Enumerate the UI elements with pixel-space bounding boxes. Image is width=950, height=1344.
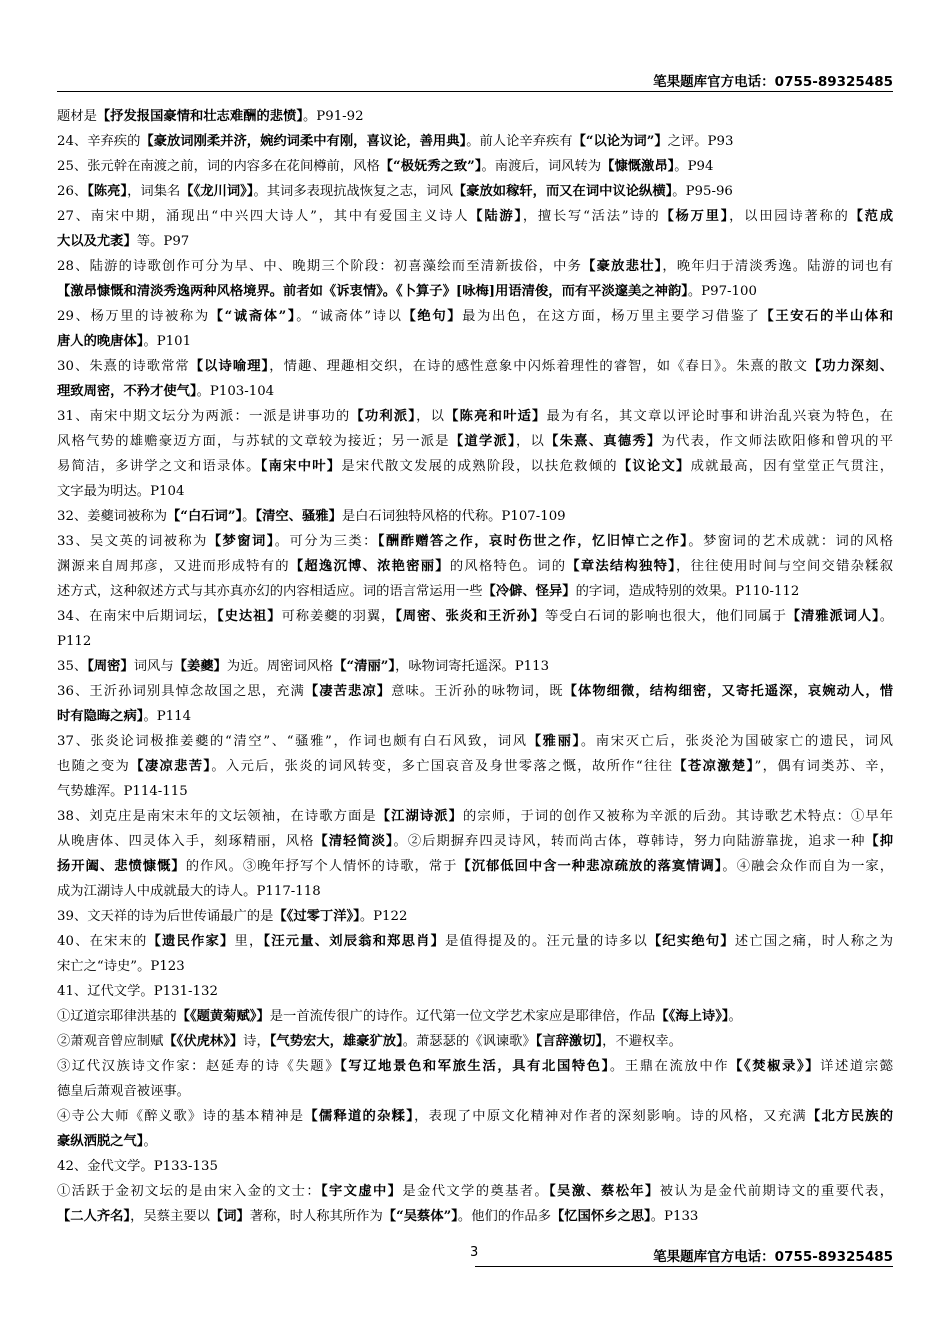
text-run: 是宋代散文发展的成熟阶段，以扶危救倾的	[341, 459, 618, 474]
text-run: 的宗师，于词的创作又被称为辛派的后劲。其诗歌艺术特点：①早年	[462, 809, 894, 824]
text-run: ，情趣、理趣相交织，在诗的感性意象中闪烁着理性的睿智，如《春日》。朱熹的散文	[269, 359, 808, 374]
bold-answer: 唐人的晚唐体】	[57, 334, 144, 349]
bold-answer: 【雅丽】	[527, 734, 581, 749]
text-run: 为代表，作文师法欧阳修和曾巩的平	[661, 434, 894, 449]
text-run: 详述道宗懿	[820, 1059, 894, 1074]
header-phone: 笔果题库官方电话：0755-89325485	[653, 74, 893, 90]
text-run: ，咏物词寄托遥深。P113	[395, 659, 550, 674]
text-run: ，表现了中原文化精神对作者的深刻影响。诗的风格，又充满	[414, 1109, 807, 1124]
text-run: 36、王沂孙词别具悼念故国之思，充满	[57, 684, 305, 699]
footer-rule	[475, 1266, 893, 1267]
text-run: 的风格特色。词的	[449, 559, 567, 574]
text-run: 。	[143, 1134, 157, 1149]
text-line	[57, 379, 893, 404]
text-run: 是金代文学的奠基者。	[402, 1184, 550, 1199]
text-line	[57, 1004, 893, 1029]
bold-answer: 【功力深刻、	[807, 359, 894, 374]
text-run: 述亡国之痛，时人称之为	[734, 934, 894, 949]
text-run: 最为有名，其文章以评论时事和讲治乱兴衰为特色，在	[546, 409, 894, 424]
bold-answer: 【气势宏大，雄豪犷放】	[269, 1034, 403, 1049]
bold-answer: 【陈亮】	[87, 184, 128, 199]
text-run: 。王鼎在流放中作	[609, 1059, 730, 1074]
text-line	[57, 504, 893, 529]
text-line	[57, 654, 893, 679]
footer-phone: 笔果题库官方电话：0755-89325485	[653, 1249, 893, 1265]
text-run: 。其词多表现抗战恢复之志，词风	[253, 184, 453, 199]
text-line	[57, 204, 893, 229]
bold-answer: 【绝句】	[402, 309, 463, 324]
text-line	[57, 979, 893, 1004]
text-run: 诗，	[243, 1034, 270, 1049]
text-line	[57, 904, 893, 929]
text-run: 题材是	[57, 109, 97, 124]
text-run: ，擅长写“活法”诗的	[522, 209, 661, 224]
text-line	[57, 129, 893, 154]
text-line	[57, 554, 893, 579]
text-run: 38、刘克庄是南宋末年的文坛领袖，在诗歌方面是	[57, 809, 377, 824]
bold-answer: 大以及尤袤】	[57, 234, 137, 249]
bold-answer: 【道学派】	[449, 434, 516, 449]
text-run: 意味。王沂孙的咏物词，既	[391, 684, 564, 699]
text-run: 。萧瑟瑟的《讽谏歌》	[402, 1034, 536, 1049]
text-run: ，往往使用时间与空间交错杂糅叙	[676, 559, 894, 574]
text-run: 。P101	[143, 334, 192, 349]
bold-answer: 【慷慨激昂】	[601, 159, 675, 174]
text-run: ”，偶有词类苏、辛，	[754, 759, 894, 774]
text-line	[57, 454, 893, 479]
text-run: 成为江湖诗人中成就最大的诗人。P117-118	[57, 884, 321, 899]
text-run: ，吴蔡主要以	[130, 1209, 210, 1224]
text-line	[57, 179, 893, 204]
bold-answer: 【凄凉悲苦】	[130, 759, 212, 774]
text-run: 从晚唐体、四灵体入手，刻琢精丽，风格	[57, 834, 315, 849]
text-line	[57, 829, 893, 854]
header-rule	[57, 91, 893, 92]
bold-answer: 【酬酢赠答之作，哀时伤世之作，忆旧悼亡之作】	[377, 534, 689, 549]
text-run: ，以	[416, 409, 446, 424]
text-run: 。④融会众作而自为一家，	[722, 859, 894, 874]
text-run: 26、	[57, 184, 88, 199]
text-run: 易简洁，多讲学之文和语录体。	[57, 459, 261, 474]
bold-answer: 【以诗喻理】	[189, 359, 270, 374]
text-line	[57, 1029, 893, 1054]
text-run: 。P133	[650, 1209, 699, 1224]
text-run: ①活跃于金初文坛的是由宋入金的文士：	[57, 1184, 321, 1199]
text-run: 29、杨万里的诗被称为	[57, 309, 210, 324]
bold-answer: 【《题黄菊赋》】	[176, 1009, 270, 1024]
text-run: ，不避权幸。	[602, 1034, 682, 1049]
text-run: 等。P97	[136, 234, 190, 249]
text-run: 33、吴文英的词被称为	[57, 534, 208, 549]
bold-answer: 【抑	[865, 834, 894, 849]
bold-answer: 【北方民族的	[806, 1109, 894, 1124]
text-line	[57, 279, 893, 304]
bold-answer: 【抒发报国豪情和壮志难酬的悲愤】	[96, 109, 303, 124]
bold-answer: 豪纵洒脱之气】	[57, 1134, 144, 1149]
bold-answer: 【豪放词刚柔并济，婉约词柔中有刚，喜议论，善用典】	[140, 134, 467, 149]
text-line	[57, 229, 893, 254]
bold-answer: 理致周密，不矜才使气】	[57, 384, 197, 399]
bold-answer: 【清空、骚雅】	[255, 509, 342, 524]
text-line	[57, 1154, 893, 1179]
text-run: 述方式，这种叙述方式与其亦真亦幻的内容相适应。词的语言常运用一些	[57, 584, 483, 599]
text-run: 32、姜夔词被称为	[57, 509, 167, 524]
text-run: 等受白石词的影响也很大，他们同属于	[545, 609, 787, 624]
text-line	[57, 954, 893, 979]
text-run: 。P97-100	[687, 284, 757, 299]
text-line	[57, 329, 893, 354]
bold-answer: 扬开阖、悲愤慷慨】	[57, 859, 186, 874]
text-run: 41、辽代文学。P131-132	[57, 984, 218, 999]
text-run: 气势雄浑。P114-115	[57, 784, 188, 799]
bold-answer: 【豪放如稼轩，而又在词中议论纵横】	[452, 184, 673, 199]
bold-answer: 【遗民作家】	[147, 934, 235, 949]
text-run: 是白石词独特风格的代称。P107-109	[341, 509, 566, 524]
text-run: 。南宋灭亡后，张炎沦为国破家亡的遗民，词风	[580, 734, 893, 749]
bold-answer: 【清轻简淡】	[314, 834, 394, 849]
text-run: 词风与	[133, 659, 174, 674]
text-run: 。可分为三类：	[274, 534, 378, 549]
text-line	[57, 404, 893, 429]
bold-answer: 【汪元量、刘辰翁和郑思肖】	[263, 934, 446, 949]
text-run: ②萧观音曾应制赋	[57, 1034, 164, 1049]
bold-answer: 【言辞激切】	[535, 1034, 603, 1049]
bold-answer: 【纪实绝句】	[647, 934, 735, 949]
text-run: 德皇后萧观音被诬事。	[57, 1084, 190, 1099]
bold-answer: 【写辽地景色和军旅生活，具有北国特色】	[340, 1059, 610, 1074]
text-run: 。梦窗词的艺术成就：词的风格	[688, 534, 894, 549]
bold-answer: 【“清丽”】	[333, 659, 396, 674]
text-run: 。前人论辛弃疾有	[466, 134, 573, 149]
text-run: 。“诚斋体”诗以	[296, 309, 403, 324]
bold-answer: 【《焚椒录》】	[729, 1059, 821, 1074]
text-run: 28、陆游的诗歌创作可分为早、中、晚期三个阶段：初喜藻绘而至清新拔俗，中务	[57, 259, 583, 274]
text-line	[57, 1179, 893, 1204]
bold-answer: 【清雅派词人】	[786, 609, 880, 624]
text-line	[57, 854, 893, 879]
text-run: 。南渡后，词风转为	[481, 159, 602, 174]
text-run: 的作风。③晚年抒写个人情怀的诗歌，常于	[185, 859, 458, 874]
text-run: ，词集名	[127, 184, 181, 199]
text-run: 成就最高，因有堂堂正气贯注，	[690, 459, 894, 474]
bold-answer: 【南宋中叶】	[260, 459, 342, 474]
text-run: 。	[728, 1009, 742, 1024]
bold-answer: 【凄苦悲凉】	[304, 684, 392, 699]
text-run: 也随之变为	[57, 759, 131, 774]
bold-answer: 【陆游】	[469, 209, 523, 224]
bold-answer: 【“诚斋体”】	[209, 309, 297, 324]
text-line	[57, 479, 893, 504]
bold-answer: 【陈亮和叶适】	[445, 409, 547, 424]
bold-answer: 【《过零丁洋》】	[273, 909, 360, 924]
bold-answer: 【章法结构独特】	[566, 559, 677, 574]
bold-answer: 【体物细微，结构细密，又寄托遥深，哀婉动人，惜	[563, 684, 894, 699]
text-line	[57, 1204, 893, 1229]
bold-answer: 【功利派】	[350, 409, 417, 424]
bold-answer: 【江湖诗派】	[376, 809, 463, 824]
text-line	[57, 804, 893, 829]
text-run: 34、在南宋中后期词坛，	[57, 609, 218, 624]
bold-answer: 【儒释道的杂糅】	[304, 1109, 415, 1124]
bold-answer: 【朱熹、真德秀】	[545, 434, 662, 449]
bold-answer: 【《伏虎林》】	[163, 1034, 244, 1049]
text-line	[57, 254, 893, 279]
bold-answer: 【范成	[849, 209, 894, 224]
bold-answer: 【冷僻、怪异】	[482, 584, 576, 599]
text-line	[57, 154, 893, 179]
text-line	[57, 429, 893, 454]
text-line	[57, 1054, 893, 1079]
text-run: 里，	[234, 934, 264, 949]
bold-answer: 【周密】	[87, 659, 134, 674]
text-run: 35、	[57, 659, 88, 674]
text-line	[57, 754, 893, 779]
text-run: 。	[879, 609, 893, 624]
text-run: 37、张炎论词极推姜夔的“清空”、“骚雅”，作词也颇有白石风致，词风	[57, 734, 528, 749]
text-line	[57, 679, 893, 704]
bold-answer: 【“吴蔡体”】	[382, 1209, 458, 1224]
text-run: 。P122	[359, 909, 408, 924]
text-run: 。	[242, 509, 256, 524]
text-run: ，以	[515, 434, 546, 449]
text-run: 文字最为明达。P104	[57, 484, 185, 499]
text-run: 。P94	[674, 159, 714, 174]
text-line	[57, 729, 893, 754]
bold-answer: 【《龙川词》】	[180, 184, 254, 199]
text-run: 是一首流传很广的诗作。辽代第一位文学艺术家应是耶律倍，作品	[269, 1009, 656, 1024]
text-run: 39、文天祥的诗为后世传诵最广的是	[57, 909, 274, 924]
bold-answer: 【吴激、蔡松年】	[549, 1184, 660, 1199]
text-run: 最为出色，在这方面，杨万里主要学习借鉴了	[462, 309, 761, 324]
text-run: 。他们的作品多	[457, 1209, 551, 1224]
text-line	[57, 629, 893, 654]
bold-answer: 【姜夔】	[173, 659, 227, 674]
text-run: 被认为是金代前期诗文的重要代表，	[659, 1184, 894, 1199]
bold-answer: 时有隐晦之病】	[57, 709, 144, 724]
text-run: 27、南宋中期，涌现出“中兴四大诗人”，其中有爱国主义诗人	[57, 209, 470, 224]
text-line	[57, 604, 893, 629]
text-line	[57, 304, 893, 329]
text-run: 42、金代文学。P133-135	[57, 1159, 218, 1174]
page-number: 3	[470, 1245, 479, 1260]
bold-answer: 【杨万里】	[660, 209, 730, 224]
text-run: 渊源来自周邦彦，又进而形成特有的	[57, 559, 290, 574]
text-line	[57, 1104, 893, 1129]
text-run: ③辽代汉族诗文作家：赵延寿的诗《失题》	[57, 1059, 341, 1074]
bold-answer: 【议论文】	[617, 459, 691, 474]
text-run: 风格气势的雄赡豪迈方面，与苏轼的文章较为接近；另一派是	[57, 434, 450, 449]
text-run: 。入元后，张炎的词风转变，多亡国哀音及身世零落之慨，故所作“往往	[211, 759, 674, 774]
bold-answer: 【“白石词”】	[167, 509, 243, 524]
text-run: 著称，时人称其所作为	[249, 1209, 383, 1224]
text-line	[57, 779, 893, 804]
text-run: 。P91-92	[303, 109, 364, 124]
bold-answer: 【超逸沉博、浓艳密丽】	[289, 559, 450, 574]
text-run: 。P114	[143, 709, 192, 724]
bold-answer: 【“以论为词”】	[572, 134, 668, 149]
text-line	[57, 354, 893, 379]
text-line	[57, 929, 893, 954]
text-run: 宋亡之“诗史”。P123	[57, 959, 185, 974]
text-run: 40、在宋末的	[57, 934, 148, 949]
text-run: ，以田园诗著称的	[729, 209, 850, 224]
bold-answer: 【梦窗词】	[207, 534, 275, 549]
text-line	[57, 529, 893, 554]
bold-answer: 【豪放悲壮】	[582, 259, 663, 274]
bold-answer: 【沉郁低回中含一种悲凉疏放的落寞情调】	[457, 859, 723, 874]
bold-answer: 【“极妩秀之致”】	[379, 159, 482, 174]
text-run: ①辽道宗耶律洪基的	[57, 1009, 177, 1024]
text-line	[57, 104, 893, 129]
bold-answer: 【周密、张炎和王沂孙】	[395, 609, 546, 624]
text-run: ④寺公大师《醉义歌》诗的基本精神是	[57, 1109, 305, 1124]
text-run: 为近。周密词风格	[226, 659, 334, 674]
text-run: 。P103-104	[196, 384, 275, 399]
bold-answer: 【词】	[209, 1209, 250, 1224]
text-run: 31、南宋中期文坛分为两派：一派是讲事功的	[57, 409, 351, 424]
bold-answer: 【苍凉激楚】	[673, 759, 755, 774]
document-body	[57, 104, 893, 1229]
text-run: ，晚年归于清淡秀逸。陆游的词也有	[662, 259, 894, 274]
text-run: 的字词，造成特别的效果。P110-112	[575, 584, 800, 599]
text-run: 是值得提及的。汪元量的诗多以	[445, 934, 648, 949]
bold-answer: 【二人齐名】	[57, 1209, 131, 1224]
bold-answer: 【宇文虚中】	[321, 1184, 403, 1199]
text-run: P112	[57, 634, 92, 649]
text-run: 可称姜夔的羽翼，	[281, 609, 396, 624]
text-run: 30、朱熹的诗歌常常	[57, 359, 190, 374]
bold-answer: 【史达祖】	[217, 609, 282, 624]
text-line	[57, 1129, 893, 1154]
text-line	[57, 879, 893, 904]
bold-answer: 【忆国怀乡之思】	[551, 1209, 651, 1224]
text-run: 。②后期摒弃四灵诗风，转而尚古体，尊韩诗，努力向陆游靠拢，追求一种	[393, 834, 866, 849]
text-run: 。P95-96	[672, 184, 733, 199]
text-line	[57, 1079, 893, 1104]
text-run: 24、辛弃疾的	[57, 134, 141, 149]
bold-answer: 【王安石的半山体和	[760, 309, 894, 324]
text-line	[57, 704, 893, 729]
text-run: 25、张元幹在南渡之前，词的内容多在花间樽前，风格	[57, 159, 380, 174]
text-run: 之评。P93	[667, 134, 734, 149]
bold-answer: 【《海上诗》】	[655, 1009, 729, 1024]
text-line	[57, 579, 893, 604]
bold-answer: 【激昂慷慨和清淡秀逸两种风格境界。前者如《诉衷情》。《卜算子》[咏梅]用语清俊，而有平淡邃美之神韵】	[57, 284, 688, 299]
